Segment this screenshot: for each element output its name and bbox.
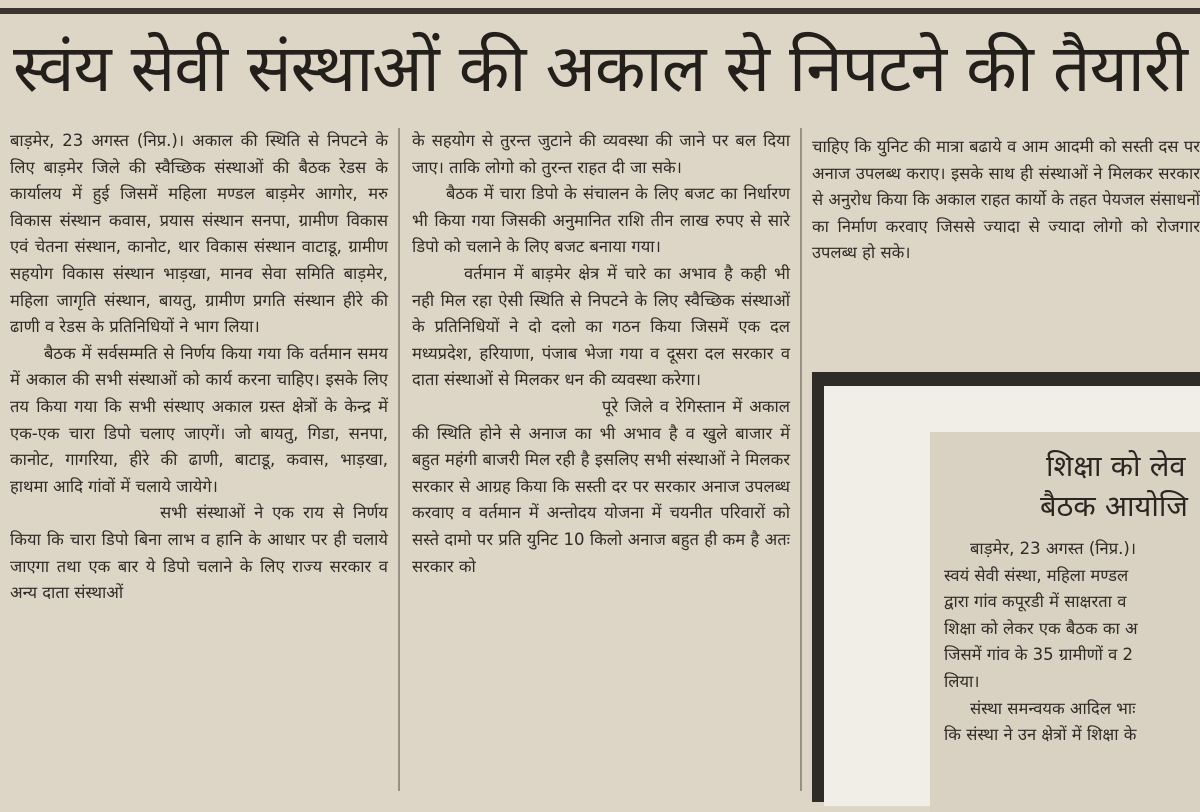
article-column-2	[412, 128, 790, 580]
clipping-line: शिक्षा को लेकर एक बैठक का अ	[944, 618, 1138, 638]
clipping-body	[930, 526, 1200, 749]
clipping-line: संस्था समन्वयक आदिल भाः	[970, 698, 1136, 718]
column-divider	[398, 128, 400, 791]
clipping-line: स्वयं सेवी संस्था, महिला मण्डल	[944, 565, 1129, 585]
clipping-line: द्वारा गांव कपूरडी में साक्षरता व	[944, 592, 1127, 612]
article-column-1	[10, 128, 388, 607]
paragraph: बैठक में सर्वसम्मति से निर्णय किया गया कि वर्तमान समय में अकाल की सभी संस्थाओं को कार्य करना चाहिए। इसके लिए तय किया गया कि सभी संस्थाए अकाल ग्रस्त क्षेत्रों के केन्द्र में एक-एक चारा डिपो चलाए जाएगें। जो बायतु, गिडा, सनपा, कानोट, गागरिया, हीरे की ढाणी, बाटाडू, कवास, भाड़खा, हाथमा आदि गांवों में चलाये जायेगे।	[10, 343, 388, 496]
paragraph: वर्तमान में बाड़मेर क्षेत्र में चारे का अभाव है कही भी नही मिल रहा ऐसी स्थिति से निपटने के लिए स्वैच्छिक संस्थाओं के प्रतिनिधियों ने दो दलो का गठन किया जिसमें एक दल मध्यप्रदेश, हरियाणा, पंजाब भेजा गया व दूसरा दल सरकार व दाता संस्थाओं से मिलकर धन की व्यवस्था करेगा।	[412, 263, 790, 390]
clipping-line: बाड़मेर, 23 अगस्त (निप्र.)।	[970, 539, 1137, 558]
clipping-line: कि संस्था ने उन क्षेत्रों में शिक्षा के	[944, 725, 1137, 745]
paragraph: के सहयोग से तुरन्त जुटाने की व्यवस्था की जाने पर बल दिया जाए। ताकि लोगो को तुरन्त राहत दी जा सके।	[412, 131, 790, 177]
headline: स्वंय सेवी संस्थाओं की अकाल से निपटने की तैयारी	[13, 30, 1187, 107]
paragraph: चाहिए कि युनिट की मात्रा बढाये व आम आदमी को सस्ती दस पर अनाज उपलब्ध कराए। इसके साथ ही संस्थाओं ने मिलकर सरकार से अनुरोध किया कि अकाल राहत कार्यो के तहत पेयजल संसाधनों का निर्माण करवाए जिससे ज्यादा से ज्यादा लोगो को रोजगार उपलब्ध हो सके।	[812, 137, 1200, 263]
paragraph: सभी संस्थाओं ने एक राय से निर्णय किया कि चारा डिपो बिना लाभ व हानि के आधार पर ही चलाये जाएगा तथा एक बार ये डिपो चलाने के लिए राज्य सरकार व अन्य दाता संस्थाओं	[10, 503, 388, 603]
article-column-3	[812, 134, 1200, 267]
clipping-line: लिया।	[944, 671, 980, 691]
column-divider	[800, 128, 802, 791]
clipping-headline: शिक्षा को लेव बैठक आयोजि	[1040, 449, 1188, 523]
paragraph: बाड़मेर, 23 अगस्त (निप्र.)। अकाल की स्थिति से निपटने के लिए बाड़मेर जिले की स्वैच्छिक संस्थाओं की बैठक रेडस के कार्यालय में हुई जिसमें महिला मण्डल बाड़मेर आगोर, मरु विकास संस्थान कवास, प्रयास संस्थान सनपा, ग्रामीण विकास एवं चेतना संस्थान, कानोट, थार विकास संस्थान वाटाडू, ग्रामीण सहयोग विकास संस्थान भाड़खा, मानव सेवा समिति बाड़मेर, महिला जागृति संस्थान, बायतु, ग्रामीण प्रगति संस्थान हीरे की ढाणी व रेडस के प्रतिनिधियों ने भाग लिया।	[10, 131, 388, 337]
paragraph: बैठक में चारा डिपो के संचालन के लिए बजट का निर्धारण भी किया गया जिसकी अनुमानित राशि तीन लाख रुपए से सारे डिपो को चलाने के लिए बजट बनाया गया।	[412, 184, 790, 257]
top-rule	[0, 8, 1200, 14]
paragraph: पूरे जिले व रेगिस्तान में अकाल की स्थिति होने से अनाज का भी अभाव है व खुले बाजार में बहुत महंगी बाजरी मिल रही है इसलिए सभी संस्थाओं ने मिलकर सरकार से आग्रह किया कि सस्ती दर पर सरकार अनाज उपलब्ध करवाए व वर्तमान में अन्तोदय योजना में चयनीत परिवारों को सस्ते दामो पर प्रति युनिट 10 किलो अनाज बहुत ही कम है अतः सरकार को	[412, 396, 790, 576]
clipping-line: जिसमें गांव के 35 ग्रामीणों व 2	[944, 645, 1134, 665]
second-clipping	[930, 432, 1200, 812]
